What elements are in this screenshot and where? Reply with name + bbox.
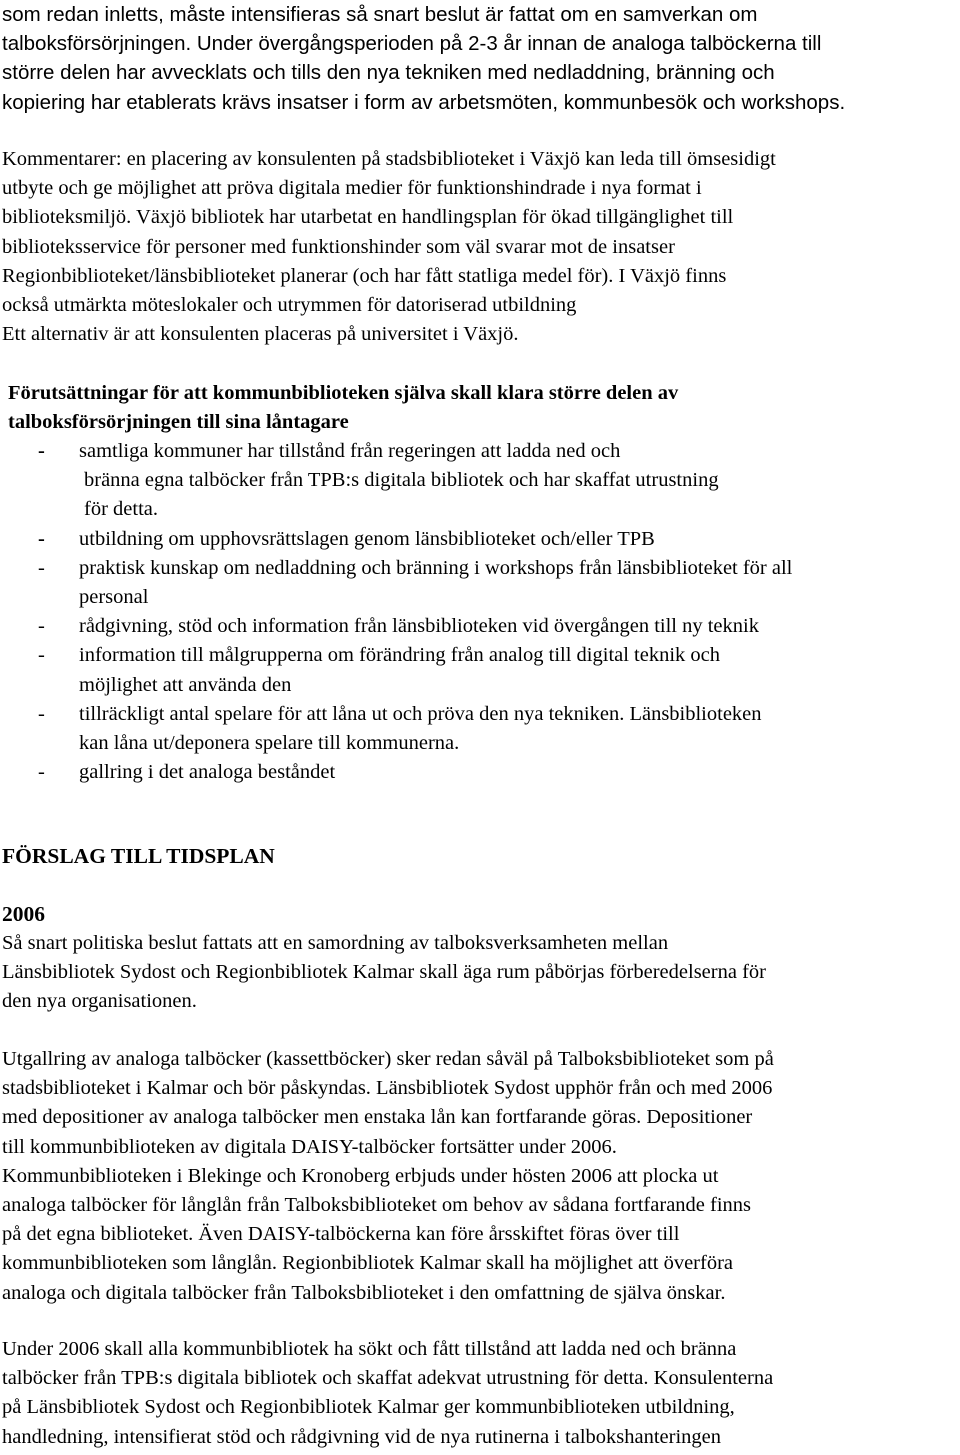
list-item [0,758,792,787]
heading-line: talboksförsörjningen till sina låntagare [8,411,349,434]
dash-bullet: - [38,440,45,462]
text-line: handledning, intensifierat stöd och rådgivning vid de nya rutinerna i talbokshanteringen [2,1425,722,1448]
prerequisites-heading [8,379,678,437]
item-line: tillräckligt antal spelare för att låna ut och pröva den nya tekniken. Länsbiblioteken [79,702,762,725]
intro-paragraph [2,0,845,117]
text-line: Så snart politiska beslut fattats att en samordning av talboksverksamheten mellan [2,932,669,954]
text-line: kopiering har etablerats krävs insatser i form av arbetsmöten, kommunbesök och workshops. [2,90,846,114]
timeline-heading: FÖRSLAG TILL TIDSPLAN [2,844,275,868]
text-line: talböcker från TPB:s digitala bibliotek och skaffat adekvat utrustning för detta. Konsulenterna [2,1367,774,1390]
text-line: till kommunbiblioteken av digitala DAISY-talböcker fortsätter under 2006. [2,1135,617,1158]
dash-bullet: - [38,527,45,550]
text-line: på det egna biblioteket. Även DAISY-talböckerna kan före årsskiftet föras över till [2,1223,680,1246]
plan-paragraph-3 [2,1335,773,1452]
dash-bullet: - [38,702,45,725]
text-line: biblioteksmiljö. Växjö bibliotek har utarbetat en handlingsplan för ökad tillgänglighet till [2,206,734,229]
dash-bullet: - [38,761,45,784]
list-item [0,641,792,699]
text-line: kommunbiblioteken som långlån. Regionbibliotek Kalmar skall ha möjlighet att överföra [2,1252,734,1275]
text-line: analoga och digitala talböcker från Talboksbiblioteket i den omfattning de själva önskar. [2,1281,726,1304]
item-line: kan låna ut/deponera spelare till kommunerna. [79,731,460,754]
item-line: för detta. [84,498,158,521]
text-line: Ett alternativ är att konsulenten placeras på universitet i Växjö. [2,323,519,346]
text-line: analoga talböcker för långlån från Talboksbiblioteket om behov av sådana fortfarande finns [2,1193,752,1216]
text-line: som redan inletts, måste intensifieras så snart beslut är fattat om en samverkan om [2,3,758,26]
text-line: den nya organisationen. [2,990,197,1013]
list-item [0,700,792,758]
plan-paragraph-2 [2,1045,774,1308]
text-line: Kommentarer: en placering av konsulenten på stadsbiblioteket i Växjö kan leda till ömsesidigt [2,148,776,170]
item-line: rådgivning, stöd och information från länsbiblioteken vid övergången till ny teknik [79,615,759,638]
text-line: Kommunbiblioteken i Blekinge och Kronoberg erbjuds under hösten 2006 att plocka ut [2,1164,719,1187]
prerequisites-list [0,437,792,787]
item-line: praktisk kunskap om nedladdning och bränning i workshops från länsbiblioteket för all [79,556,793,579]
text-line: Under 2006 skall alla kommunbibliotek ha sökt och fått tillstånd att ladda ned och bränna [2,1338,737,1360]
plan-paragraph-1 [2,929,766,1017]
comments-paragraph [2,145,776,349]
list-item [0,612,792,641]
list-item [0,437,792,525]
heading-line: Förutsättningar för att kommunbiblioteken själva skall klara större delen av [8,382,679,404]
dash-bullet: - [38,556,45,579]
item-line: möjlighet att använda den [79,673,292,696]
item-line: personal [79,585,149,608]
text-line: stadsbiblioteket i Kalmar och bör påskyndas. Länsbibliotek Sydost upphör från och med 2006 [2,1077,773,1100]
text-line: utbyte och ge möjlighet att pröva digitala medier för funktionshindrade i nya format i [2,177,702,200]
dash-bullet: - [38,644,45,667]
item-line: information till målgrupperna om förändring från analog till digital teknik och [79,644,721,667]
item-line: utbildning om upphovsrättslagen genom länsbiblioteket och/eller TPB [79,527,655,550]
text-line: Länsbibliotek Sydost och Regionbibliotek Kalmar skall äga rum påbörjas förberedelserna för [2,961,766,984]
item-line: gallring i det analoga beståndet [79,761,336,784]
text-line: talboksförsörjningen. Under övergångsperioden på 2-3 år innan de analoga talböckerna till [2,32,822,56]
year-heading: 2006 [2,902,45,926]
text-line: Utgallring av analoga talböcker (kassettböcker) sker redan såväl på Talboksbiblioteket som på [2,1048,774,1070]
text-line: Regionbiblioteket/länsbiblioteket planerar (och har fått statliga medel för). I Växjö finns [2,264,727,287]
item-line: samtliga kommuner har tillstånd från regeringen att ladda ned och [79,440,621,462]
text-line: biblioteksservice för personer med funktionshinder som väl svarar mot de insatser [2,235,675,258]
list-item [0,554,792,612]
list-item [0,525,792,554]
dash-bullet: - [38,615,45,638]
item-line: bränna egna talböcker från TPB:s digitala bibliotek och har skaffat utrustning [84,469,719,492]
text-line: på Länsbibliotek Sydost och Regionbibliotek Kalmar ger kommunbiblioteken utbildning, [2,1396,735,1419]
text-line: större delen har avvecklats och tills den nya tekniken med nedladdning, bränning och [2,61,775,85]
text-line: med depositioner av analoga talböcker men enstaka lån kan fortfarande göras. Depositioner [2,1106,753,1129]
text-line: också utmärkta möteslokaler och utrymmen för datoriserad utbildning [2,293,577,316]
